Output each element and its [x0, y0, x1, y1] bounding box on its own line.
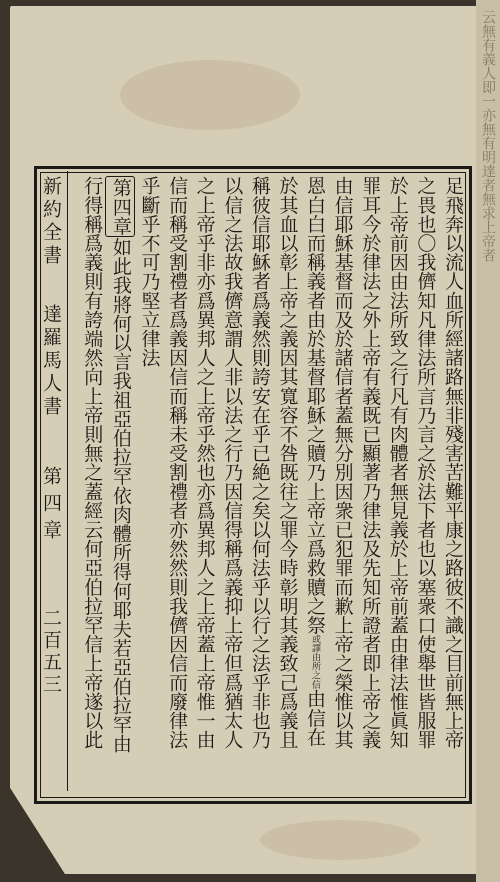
chapter-label: 第四章 [40, 466, 62, 547]
text-segment: 如此我將何以言我祖亞伯拉罕依肉體所得何耶夫若亞伯拉罕由 [109, 237, 132, 754]
text-column: 之上帝乎非亦爲異邦人之上帝乎然也亦爲異邦人之上帝蓋上帝惟一由 [193, 176, 216, 749]
facing-page-edge [476, 0, 500, 882]
text-segment: 由信在 [304, 689, 327, 747]
scripture-text [74, 176, 466, 788]
text-column: 行得稱爲義則有誇端然向上帝則無之蓋經云何亞伯拉罕信上帝遂以此 [81, 176, 104, 749]
text-column: 之畏也〇我儕知凡律法所言乃言之於法下者也以塞衆口使舉世皆服罪 [414, 176, 437, 749]
page-number: 二百五三 [40, 608, 62, 696]
text-column: 由信耶穌基督而及於諸信者蓋無分別因衆已犯罪而歉上帝之榮惟以其 [331, 176, 354, 749]
text-column: 信而稱受割禮者爲義因信而稱未受割禮者亦然然則我儕因信而廢律法 [166, 176, 189, 749]
text-column: 於其血以彰上帝之義因其寬容不咎既往之罪今時彰明其義致己爲義且 [276, 176, 299, 749]
chapter-marker: 第四章 [105, 176, 135, 237]
epistle-title: 達羅馬人書 [40, 304, 62, 419]
text-column: 乎斷乎不可乃堅立律法 [138, 176, 161, 367]
facing-page-text: 云無有義人即一亦無有明達者無求上帝者 [480, 10, 496, 262]
paper-stain [260, 820, 420, 860]
text-column: 於上帝前因由法所致之行凡有肉體者無見義於上帝前蓋由律法惟眞知 [386, 176, 409, 749]
torn-corner [0, 772, 70, 882]
text-column [300, 176, 328, 788]
text-segment: 恩白白而稱義者由於基督耶穌之贖乃上帝立爲救贖之祭 [304, 176, 327, 635]
text-column: 以信之法故我儕意謂人非以法之行乃因信得稱爲義抑上帝但爲猶太人 [221, 176, 244, 749]
text-column: 罪耳今於律法之外上帝有義既已顯著乃律法及先知所證者即上帝之義 [359, 176, 382, 749]
text-column: 稱彼信耶穌者爲義然則誇安在乎已絶之矣以何法乎以行之法乎非也乃 [248, 176, 271, 749]
running-header [38, 176, 64, 788]
paper-stain [120, 60, 300, 130]
text-column: 足飛奔以流人血所經諸路無非殘害苦難平康之路彼不識之目前無上帝 [442, 176, 464, 749]
book-title: 新約全書 [40, 176, 62, 268]
text-column [105, 176, 135, 788]
header-divider [67, 171, 68, 791]
translation-note: 或譯由所之信 [310, 634, 321, 690]
